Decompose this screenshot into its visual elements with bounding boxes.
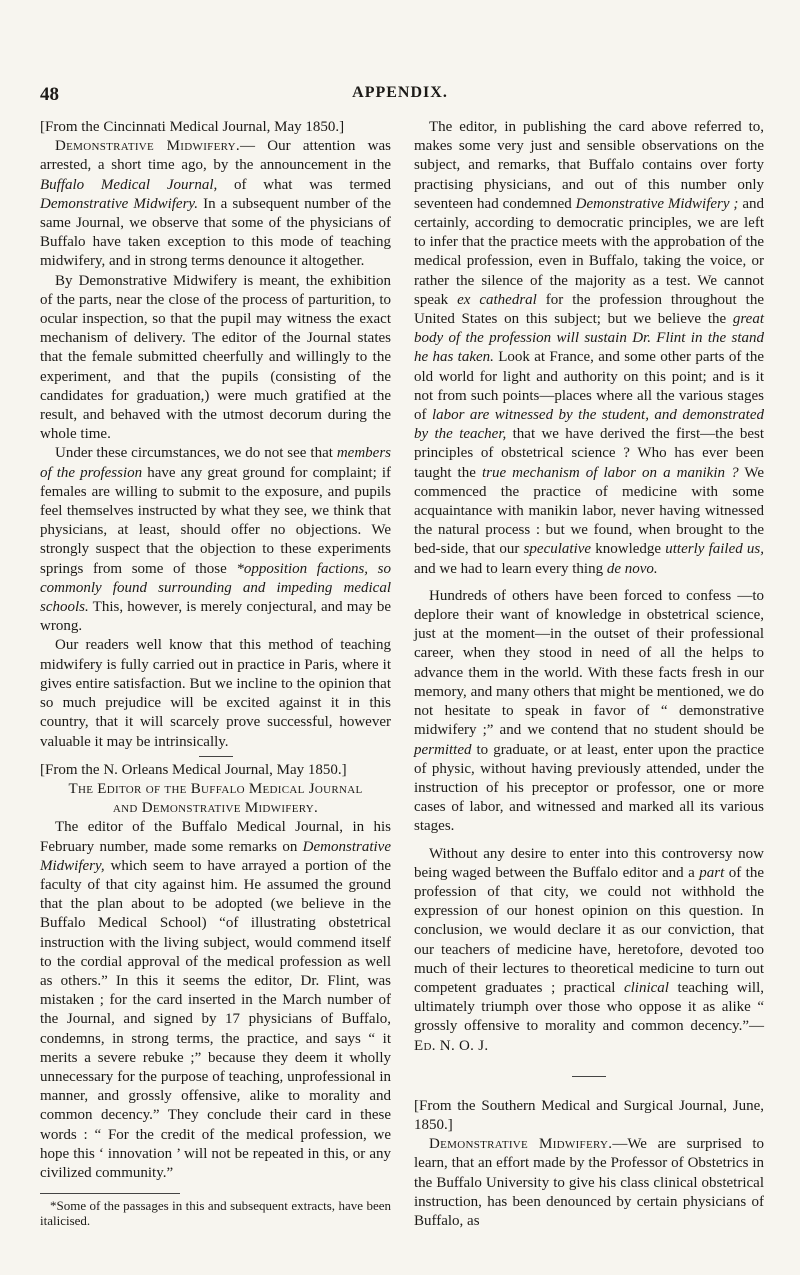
section-heading-editor-line1: The Editor of the Buffalo Medical Journal — [68, 780, 363, 797]
paragraph-circumstances: Under these circumstances, we do not see that members of the profession have any great ground for complaint; if females are willing to submit to the exposure, and pupils feel themselves instructed by what they see, we think that physicians, at least, should offer no objections. We strongly suspect that the objection to these experiments springs from some of those *opposition factions, so commonly found surrounding and impeding medical schools. This, however, is merely conjectural, and may be wrong. — [40, 445, 391, 635]
running-head: APPENDIX. — [352, 84, 448, 101]
paragraph-southern: Demonstrative Midwifery.—We are surprised to learn, that an effort made by the Professor of Obstetrics in the Buffalo University to give his class clinical obstetrical instruction, has been denounced by certain physicians of Buffalo, as — [414, 1136, 764, 1229]
paragraph-february-number: The editor of the Buffalo Medical Journal, in his February number, made some remarks on Demonstrative Midwifery, which seem to have arrayed a portion of the faculty of that city against him. He assumed the ground that the plan about to be adopted (we believe in the Buffalo Medical School) “of illustrating obstetrical instruction with the living subject, would commend itself to the cordial approval of the medical profession as well as others.” In this it seems the editor, Dr. Flint, was mistaken ; for the card inserted in the March number of the Journal, and signed by 17 physicians of Buffalo, condemns, in strong terms, the practice, and says “ it merits a severe rebuke ;” because they deem it wholly unnecessary for the purpose of teaching, unprofessional in manner, and grossly offensive, alike to morality and common decency.” They conclude their card in these words : “ For the credit of the medical profession, we hope this ‘ innovation ’ will not be repeated in this, or any civilized community.” — [40, 819, 391, 1181]
source-citation-southern: [From the Southern Medical and Surgical Journal, June, 1850.] — [414, 1097, 764, 1133]
left-column — [40, 118, 391, 1228]
section-divider — [572, 1076, 606, 1077]
spacer — [414, 1081, 764, 1097]
source-citation-new-orleans: [From the N. Orleans Medical Journal, May 1850.] — [40, 761, 347, 778]
signature: Ed. N. O. J. — [414, 1037, 489, 1054]
right-column — [414, 118, 764, 1231]
spacer — [414, 837, 764, 845]
footnote: *Some of the passages in this and subsequent extracts, have been italicised. — [40, 1198, 391, 1229]
paragraph-editor-card: The editor, in publishing the card above referred to, makes some very just and sensible observations on the subject, and remarks, that Buffalo contains over forty practising physicians, and out of this number only seventeen had condemned Demonstrative Midwifery ; and certainly, according to democratic principles, we are left to infer that the practice meets with the approbation of the medical profession, even in Buffalo, taking the voice, or rather the silence of the majority as a test. We cannot speak ex cathedral for the profession throughout the United States on this subject; but we believe the great body of the profession will sustain Dr. Flint in the stand he has taken. Look at France, and some other parts of the old world for light and authority on this point; and is it not from such points—places where all the various stages of labor are witnessed by the student, and demonstrated by the teacher, that we have derived the first—the best principles of obstetrical science ? Who has ever been taught the true mechanism of labor on a manikin ? We commenced the practice of medicine with some acquaintance with manikin labor, never having witnessed the natural process : but we found, when brought to the bed-side, that our speculative knowledge utterly failed us, and we had to learn every thing de novo. — [414, 119, 764, 577]
paragraph-paris: Our readers well know that this method of teaching midwifery is fully carried out in practice in Paris, where it gives entire satisfaction. But we incline to the opinion that so much prejudice will be excited against it in this country, that it will scarcely prove successful, however valuable it may be intrinsically. — [40, 637, 391, 750]
section-heading-demonstrative-midwifery: Demonstrative Midwifery. — [55, 138, 240, 155]
section-divider — [199, 756, 233, 757]
paragraph-cincinnati-intro: Demonstrative Midwifery.— Our attention was arrested, a short time ago, by the announcement in the Buffalo Medical Journal, of what was termed Demonstrative Midwifery. In a subsequent number of the same Journal, we observe that some of the physicians of Buffalo have taken exception to this mode of teaching midwifery, and in strong terms denounce it altogether. — [40, 138, 392, 270]
source-citation-cincinnati: [From the Cincinnati Medical Journal, May 1850.] — [40, 119, 345, 135]
spacer — [414, 579, 764, 587]
paragraph-hundreds: Hundreds of others have been forced to confess —to deplore their want of knowledge in obstetrical science, just at the moment—in the outset of their professional career, when they stood in need of all the helps to advance them in the world. With these facts fresh in our memory, and many others that might be mentioned, we do not hesitate to speak in favor of “ demonstrative midwifery ;” and we contend that no student should be permitted to graduate, or at least, enter upon the practice of physic, without having previously attended, under the instruction of his preceptor or professor, one or more cases of labor, and witnessed and marked all its various stages. — [414, 587, 764, 835]
section-heading-demonstrative-midwifery-2: Demonstrative Midwifery. — [429, 1136, 613, 1153]
section-heading-editor-line2: and Demonstrative Midwifery. — [112, 800, 319, 817]
page-header — [40, 84, 760, 110]
page-number: 48 — [40, 84, 59, 105]
paragraph-controversy: Without any desire to enter into this controversy now being waged between the Buffalo editor and a part of the profession of that city, we could not withhold the expression of our honest opinion on this question. In conclusion, we would declare it as our conviction, that our teachers of medicine have, heretofore, devoted too much of their lectures to theoretical medicine to turn out competent graduates ; practical clinical teaching will, ultimately triumph over those who oppose it as alike “ grossly offensive to morality and common decency.”—Ed. N. O. J. — [414, 845, 764, 1054]
spacer — [414, 1056, 764, 1072]
footnote-rule — [40, 1193, 180, 1194]
paragraph-definition: By Demonstrative Midwifery is meant, the exhibition of the parts, near the close of the process of parturition, to ocular inspection, so that the pupil may witness the exact mechanism of delivery. The editor of the Journal states that the female submitted cheerfully and willingly to the experiment, and that the pupils (consisting of the candidates for graduation,) were much gratified at the result, and behaved with the utmost decorum during the whole time. — [40, 272, 391, 443]
